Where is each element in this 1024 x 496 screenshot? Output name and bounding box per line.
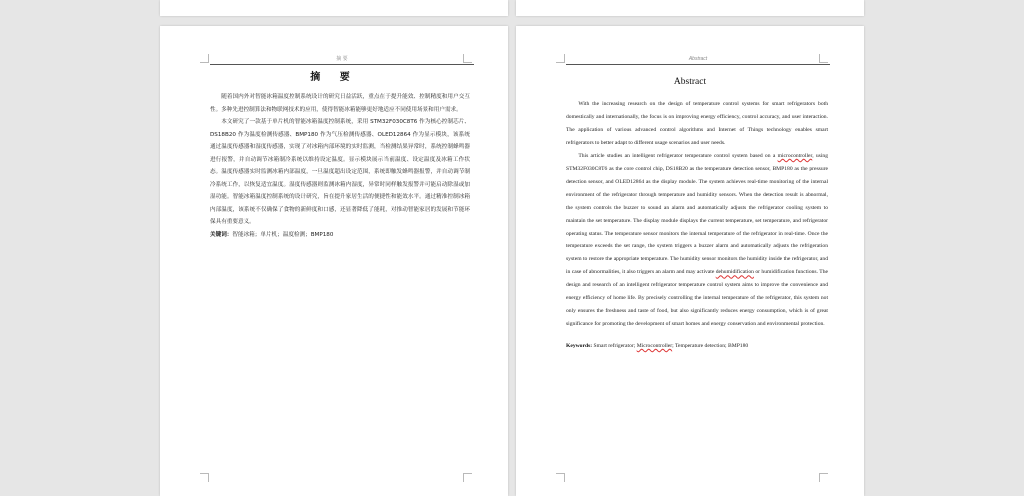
spellcheck-underlined-word[interactable]: Microcontroller: [636, 343, 673, 350]
keywords-text: ; Temperature detection; BMP180: [672, 343, 749, 350]
paragraph-text: , using STM32F030C8T6 as the core control chip, DS18B20 as the temperature detection sensor, BMP180 as the pressure detection sensor, and OLED12864 as the display module. The system achieves real-time monitoring of the internal environment of the refrigerator through temperature and humidity sensors. When the detection result is abnormal, the system controls the buzzer to sound an alarm and automatically adjusts the refrigerator cooling system to maintain the set temperature. The display module displays the current temperature, set temperature, and refrigerator operating status. The temperature sensor monitors the internal temperature of the refrigerator in real-time. Once the temperature exceeds the set range, the system triggers a buzzer alarm and automatically adjusts the refrigeration system to restore the appropriate temperature. The humidity sensor monitors the humidity inside the refrigerator, and in case of abnormalities, it also triggers an alarm and may activate: [566, 152, 828, 276]
paragraph-text: or humidification functions. The design and research of an intelligent refrigerator temperature control system aims to improve the convenience and energy efficiency of home life. By precisely controlling the internal temperature of the refrigerator, this system not only ensures the freshness and taste of food, but also significantly reduces energy consumption, which is of great significance for promoting the development of smart homes and energy conservation and environmental protection.: [566, 269, 828, 328]
keywords-label: 关键词：: [210, 231, 233, 238]
margin-mark-top-left: [556, 54, 565, 63]
page-body[interactable]: [566, 98, 828, 353]
previous-page-left: [160, 0, 508, 16]
spellcheck-underlined-word[interactable]: dehumidification: [715, 269, 754, 276]
page-header[interactable]: 摘 要: [210, 56, 474, 65]
previous-page-right: [516, 0, 864, 16]
page-title[interactable]: 摘 要: [310, 72, 358, 83]
margin-mark-top-left: [200, 54, 209, 63]
keywords-text: 智能冰箱；单片机；温度检测；BMP180: [232, 231, 334, 238]
margin-mark-bottom-right: [463, 473, 472, 482]
paragraph-text: This article studies an intelligent refrigerator temperature control system based on a: [578, 152, 778, 159]
margin-mark-bottom-left: [200, 473, 209, 482]
paragraph[interactable]: [566, 150, 828, 331]
margin-mark-bottom-right: [819, 473, 828, 482]
page-title[interactable]: Abstract: [673, 77, 707, 87]
margin-mark-bottom-left: [556, 473, 565, 482]
paragraph[interactable]: 随着国内外对智能冰箱温度控制系统设计的研究日益活跃，重点在于提升能效、控制精度和用户交互性。多种先进控制算法和物联网技术的应用，使得智能冰箱能够更好地适应不同使用场景和用户需求。: [210, 94, 470, 113]
paragraph[interactable]: 本文研究了一款基于单片机的智能冰箱温度控制系统，采用 STM32F030C8T6 作为核心控制芯片、DS18B20 作为温度检测传感器、BMP180 作为气压检测传感器、OLED12864 作为显示模块，该系统通过温度传感器和湿度传感器，实现了对冰箱内部环境的实时监测，当检测结果异常时，系统控制蜂鸣器进行报警，并自动调节冰箱制冷系统以维持设定温度。显示模块展示当前温度、设定温度及冰箱工作状态。温度传感器实时监测冰箱内部温度，一旦温度超出设定范围，系统即触发蜂鸣器报警，并自动调节制冷系统工作，以恢复适宜温度。湿度传感器则监测冰箱内湿度，异常时同样触发报警并可能启动除湿或加湿功能。智能冰箱温度控制系统的设计研究，旨在提升家居生活的便捷性和能效水平。通过精准控制冰箱内部温度，该系统不仅确保了食物的新鲜度和口感，还显著降低了能耗，对推动智能家居的发展和节能环保具有重要意义。: [210, 119, 470, 225]
page-body[interactable]: [210, 91, 470, 241]
keywords-line[interactable]: [566, 340, 828, 353]
keywords-line[interactable]: [210, 229, 470, 242]
page-header[interactable]: Abstract: [566, 56, 830, 65]
paragraph[interactable]: With the increasing research on the design of temperature control systems for smart refrigerators both domestically and internationally, the focus is on improving energy efficiency, control accuracy, and user interaction. The application of various advanced control algorithms and Internet of Things technology enables smart refrigerators to better adapt to different usage scenarios and user needs.: [566, 101, 828, 146]
spellcheck-underlined-word[interactable]: microcontroller: [777, 152, 813, 159]
english-abstract-page: [516, 26, 864, 496]
chinese-abstract-page: [160, 26, 508, 496]
keywords-text: Smart refrigerator;: [592, 343, 637, 350]
keywords-label: Keywords:: [566, 343, 593, 350]
